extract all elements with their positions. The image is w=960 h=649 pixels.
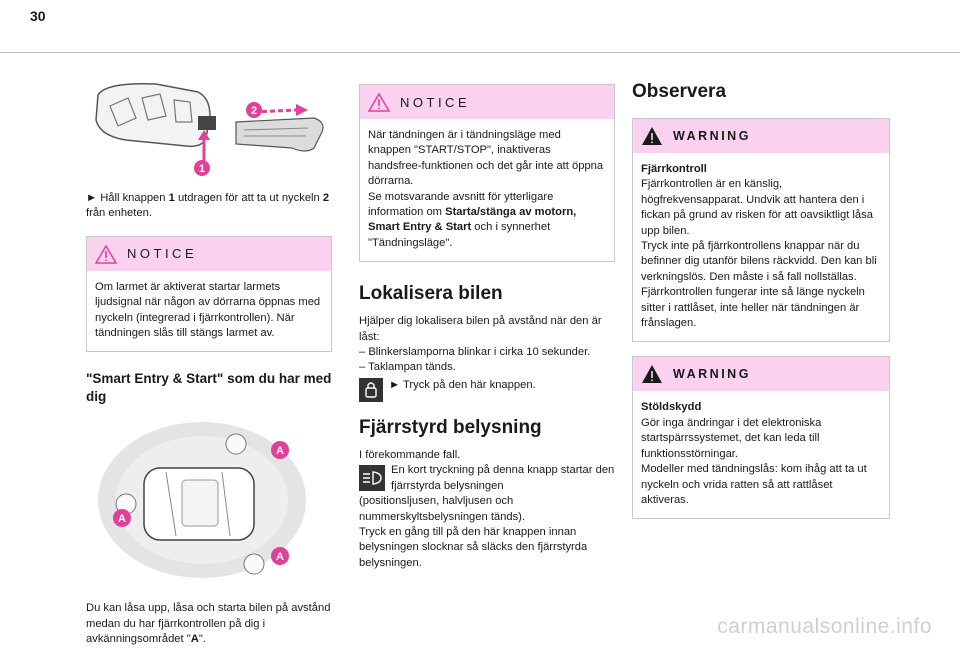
- detection-zone-illustration: [86, 416, 332, 586]
- warning-text-3: Fjärrkontrollen fungerar inte så länge nyckeln sitter i rattlåset, inte heller när tändningen är frånslagen.: [641, 286, 865, 330]
- locate-step: ► Tryck på den här knappen.: [389, 378, 536, 391]
- notice-text: Om larmet är aktiverat startar larmets ljudsignal när någon av dörrarna öppnas med nyckeln (integrerad i fjärrkontrollen). När tändningen slås till stängs larmet av.: [95, 280, 321, 340]
- callout-1-label: 1: [198, 163, 206, 175]
- locate-item-2: – Taklampan tänds.: [359, 361, 456, 374]
- warning-text-4: Gör inga ändringar i det elektroniska startspärrssystemet, det kan leda till funktionsstörningar.: [641, 416, 822, 460]
- zone-label-bottom: A: [276, 551, 284, 564]
- remote-step-row: [359, 463, 615, 494]
- warning-triangle-icon: [641, 364, 663, 384]
- notice-box-ignition: [359, 84, 615, 262]
- warning-text-1: Fjärrkontrollen är en känslig, högfrekvensapparat. Undvik att hantera den i fickan på grund av risken för att oavsiktligt låsa upp bilen.: [641, 178, 873, 237]
- zone-label-left: A: [118, 513, 126, 526]
- remote-intro: I förekommande fall.: [359, 448, 461, 461]
- callout-2-label: 2: [250, 105, 258, 117]
- locate-step-row: [359, 376, 615, 402]
- lock-button-icon: [359, 378, 383, 402]
- key-step: ► Håll knappen 1 utdragen för att ta ut nyckeln 2 från enheten.: [86, 192, 330, 220]
- column-2: [359, 84, 615, 571]
- site-watermark: carmanualsonline.info: [717, 615, 932, 638]
- warning-text-2: Tryck inte på fjärrkontrollens knappar när du befinner dig utanför bilens räckvidd. Den kan bli verkningslös. Den måste i så fall nollställas.: [641, 240, 877, 283]
- section-heading-remote-lighting: Fjärrstyrd belysning: [359, 416, 542, 438]
- notice-box-alarm: [86, 236, 332, 353]
- top-rule: [0, 52, 960, 53]
- page-number: 30: [30, 8, 46, 24]
- headlamp-button-icon: [359, 465, 385, 491]
- warning-title: WARNING: [673, 367, 751, 382]
- remote-text-2: (positionsljusen, halvljusen och nummerskyltsbelysningen tänds).: [359, 495, 526, 523]
- warning-heading-remote: Fjärrkontroll: [641, 163, 707, 175]
- caution-triangle-icon: [368, 92, 390, 112]
- warning-box-antitheft: [632, 356, 890, 519]
- section-heading-observe: Observera: [632, 81, 727, 102]
- smart-entry-paragraph: Du kan låsa upp, låsa och starta bilen på avstånd medan du har fjärrkontrollen på dig i avkänningsområdet "A".: [86, 602, 331, 646]
- column-1: [86, 70, 332, 648]
- warning-title: WARNING: [673, 129, 751, 143]
- warning-text-5: Modeller med tändningslås: kom ihåg att ta ut nyckeln och vrida ratten så att rattlåset aktiveras.: [641, 463, 867, 506]
- notice-title: NOTICE: [400, 94, 471, 110]
- section-heading-smart-entry: "Smart Entry & Start" som du har med dig: [86, 371, 332, 405]
- notice-text-1: När tändningen är i tändningsläge med knappen "START/STOP", inaktiveras handsfree-funktionen och det går inte att öppna dörrarna.: [368, 129, 604, 188]
- notice-text-2: Se motsvarande avsnitt för ytterligare information om Starta/stänga av motorn, Smart Entry & Start och i synnerhet "Tändningsläge".: [368, 190, 577, 249]
- zone-label-top: A: [276, 445, 284, 458]
- locate-item-1: – Blinkerslamporna blinkar i cirka 10 sekunder.: [359, 346, 591, 359]
- locate-intro: Hjälper dig lokalisera bilen på avstånd när den är låst:: [359, 315, 602, 343]
- warning-box-remote: [632, 118, 890, 342]
- caution-triangle-icon: [95, 244, 117, 264]
- section-heading-locate: Lokalisera bilen: [359, 283, 503, 305]
- remote-text-1: En kort tryckning på denna knapp startar den fjärrstyrda belysningen: [391, 464, 615, 492]
- notice-title: NOTICE: [127, 246, 198, 262]
- warning-triangle-icon: [641, 126, 663, 146]
- remote-key-illustration: [86, 70, 332, 180]
- warning-heading-antitheft: Stöldskydd: [641, 401, 702, 414]
- column-3: [632, 80, 890, 519]
- remote-text-3: Tryck en gång till på den här knappen innan belysningen slocknar så släcks den fjärrstyrda belysningen.: [359, 525, 588, 569]
